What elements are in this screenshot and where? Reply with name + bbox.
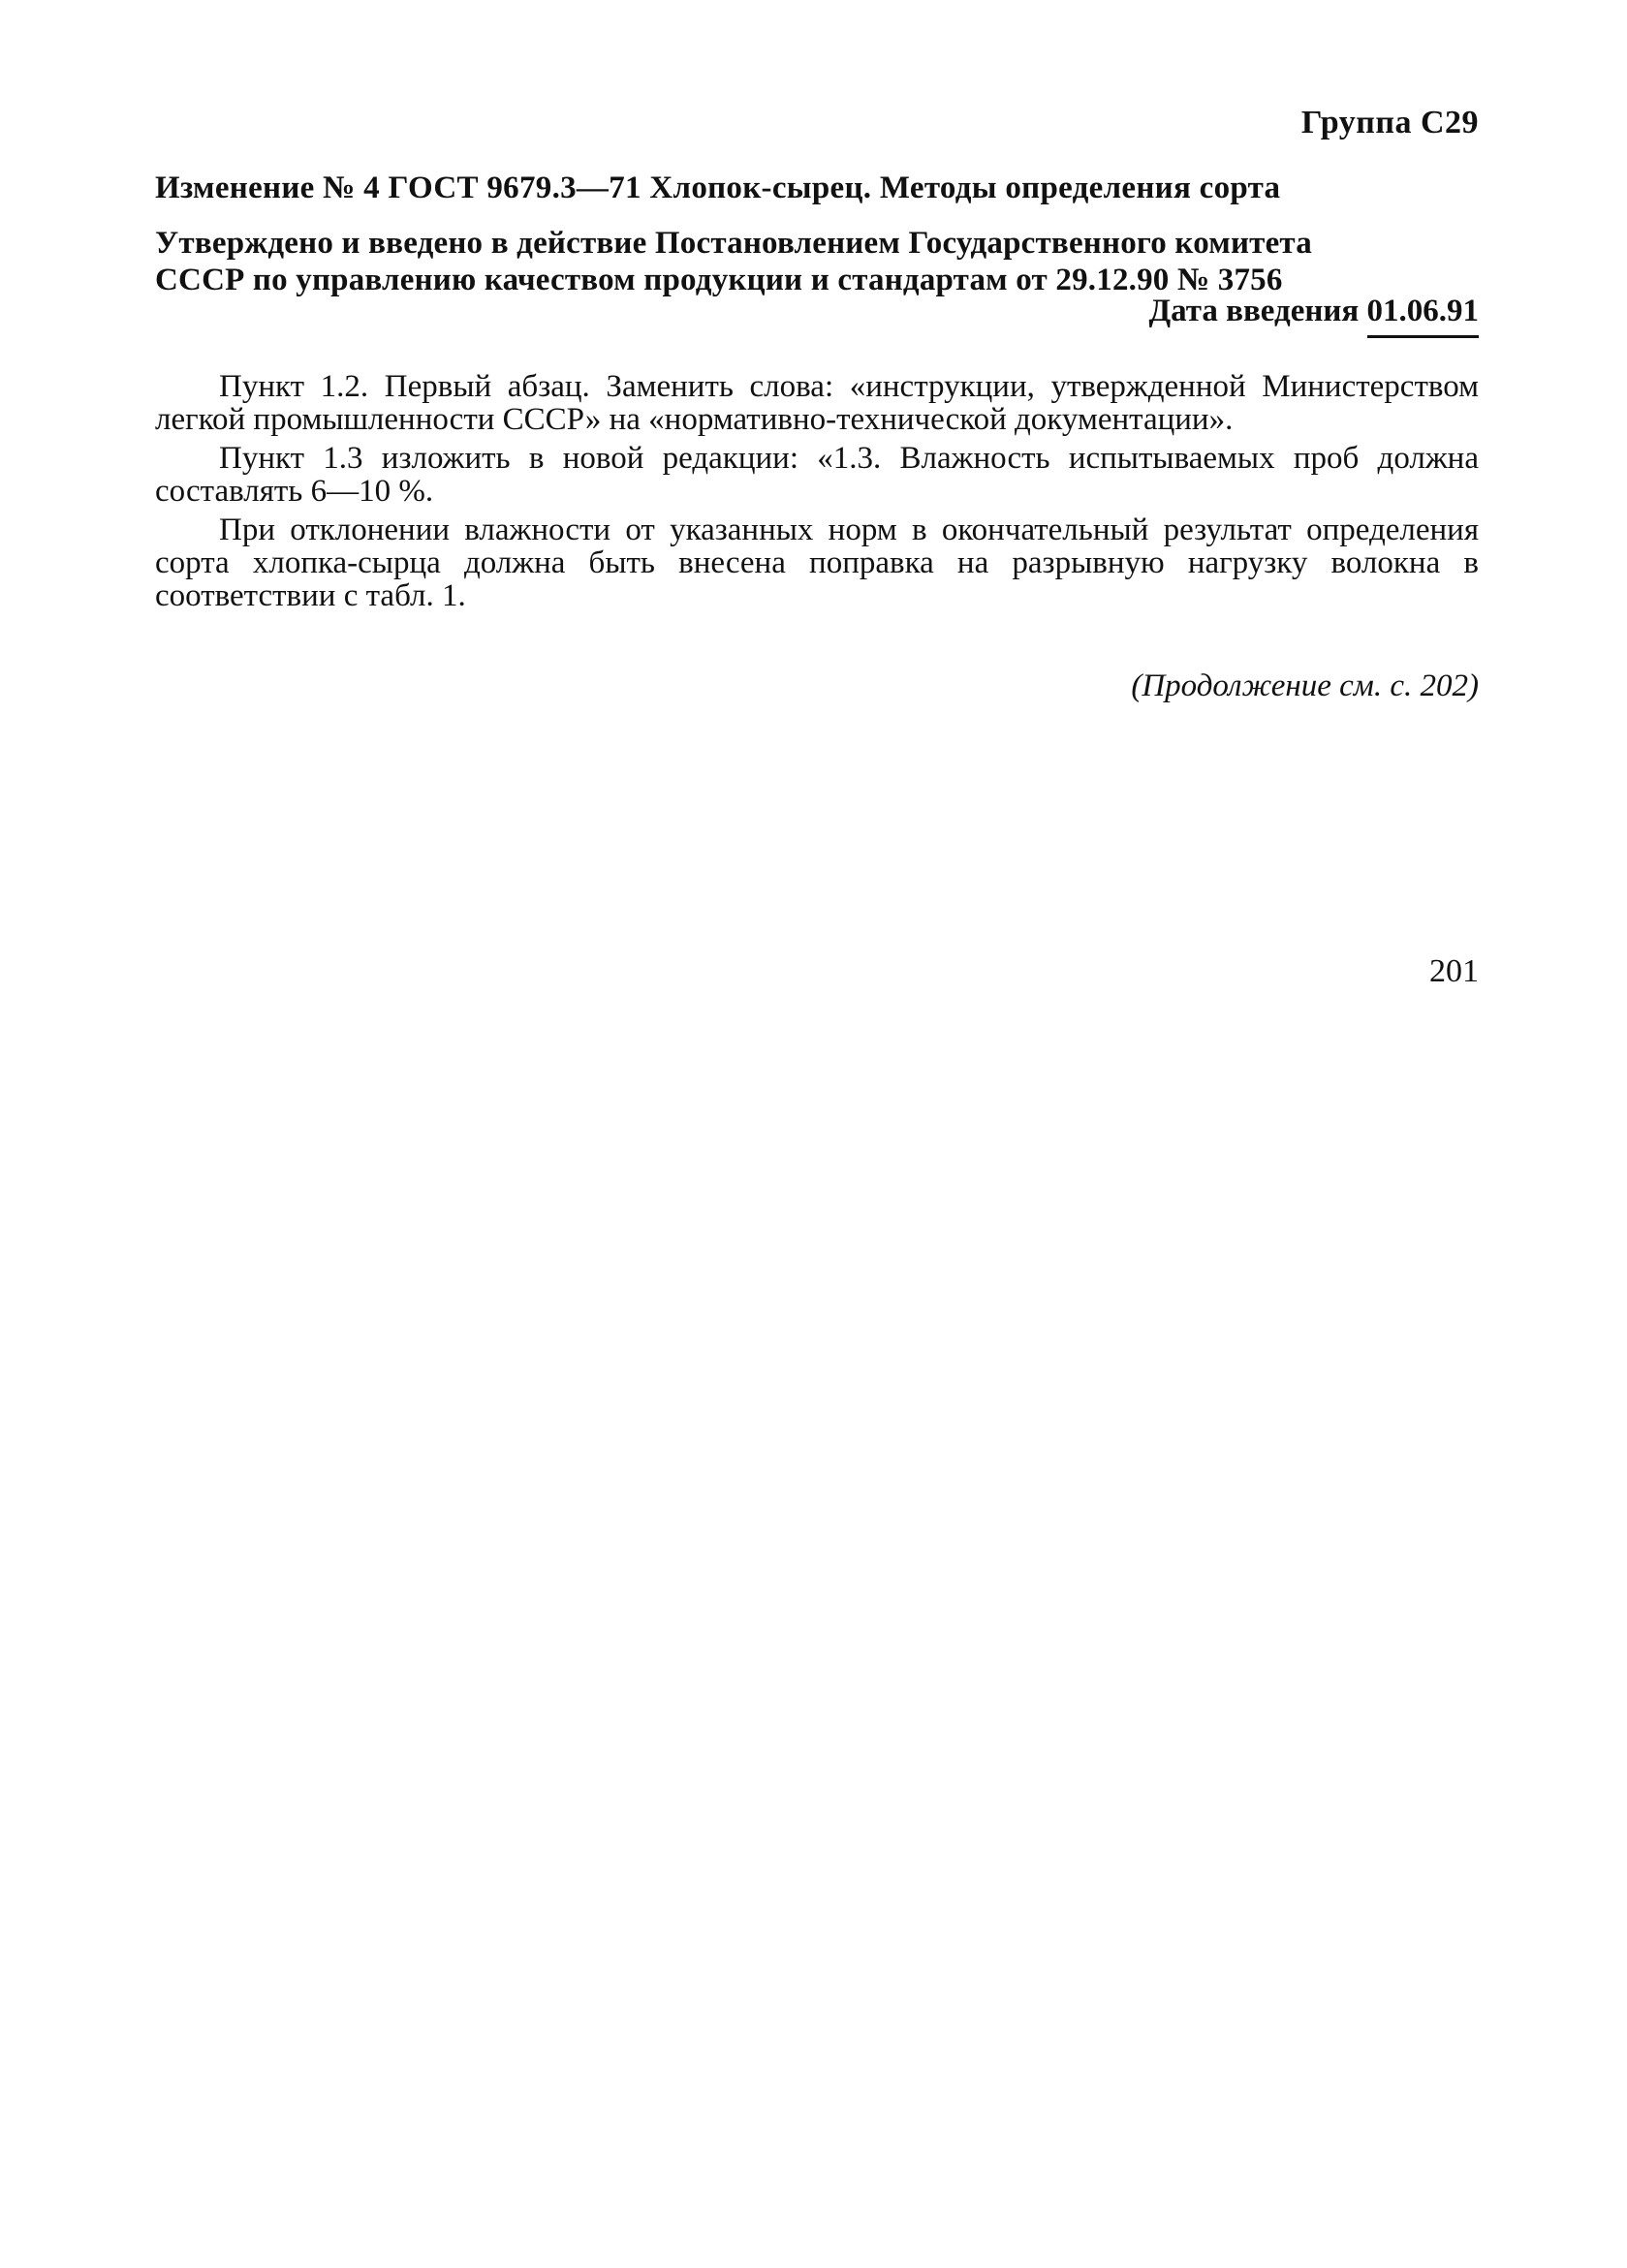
group-label: Группа С29 xyxy=(1300,105,1479,140)
paragraph-moisture-deviation: При отклонении влажности от указанных норм в окончательный результат определения сорта хлопка-сырца должна быть внесена поправка на разрывную нагрузку волокна в соответствии с табл. 1. xyxy=(155,513,1479,613)
paragraph-clause-1-2: Пункт 1.2. Первый абзац. Заменить слова: «инструкции, утвержденной Министерством легкой промышленности СССР» на «нормативно-технической документации». xyxy=(155,369,1479,437)
approval-line-1: Утверждено и введено в действие Постановлением Государственного комитета xyxy=(155,226,1312,261)
effective-date-label: Дата введения xyxy=(1148,294,1360,328)
effective-date-value: 01.06.91 xyxy=(1367,294,1480,338)
continuation-note: (Продолжение см. с. 202) xyxy=(1131,668,1479,703)
paragraph-clause-1-3: Пункт 1.3 изложить в новой редакции: «1.3. Влажность испытываемых проб должна составлять 6—10 %. xyxy=(155,441,1479,509)
amendment-body xyxy=(155,370,1479,618)
approval-line-2: СССР по управлению качеством продукции и стандартам от 29.12.90 № 3756 xyxy=(155,263,1283,297)
page-number: 201 xyxy=(1429,953,1479,989)
approval-statement xyxy=(155,225,1479,298)
effective-date-line xyxy=(1148,294,1479,338)
document-title: Изменение № 4 ГОСТ 9679.3—71 Хлопок-сырец. Методы определения сорта xyxy=(155,171,1281,205)
